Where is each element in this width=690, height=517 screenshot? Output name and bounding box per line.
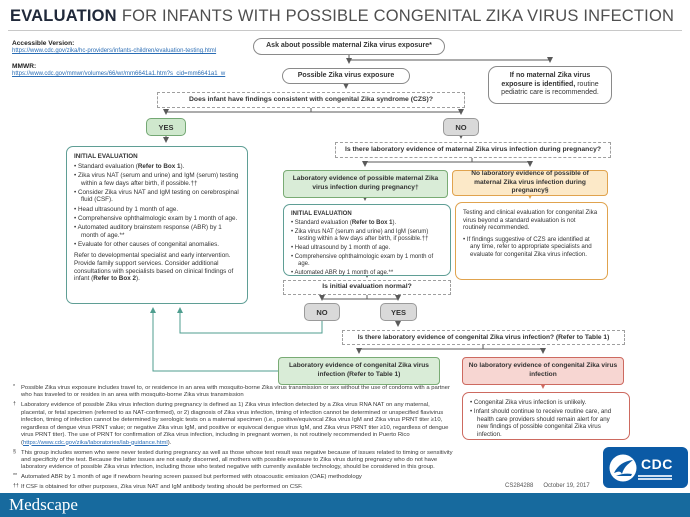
page-title: [10, 7, 682, 26]
question-czs-findings: Does infant have findings consistent with congenital Zika syndrome (CZS)?: [157, 92, 465, 108]
referral-note: Refer to developmental specialist and early intervention. Provide family support services. Consider additional consultations with specialists based on clinical findings of infant (Refer to Box 2).: [74, 252, 234, 283]
header-divider: [8, 30, 682, 31]
eval-bullet: • Standard evaluation (Refer to Box 1).: [291, 220, 443, 227]
eval-bullet: • Evaluate for other causes of congenital anomalies.: [74, 241, 240, 249]
eval-bullet: • Head ultrasound by 1 month of age.: [74, 206, 240, 214]
outcome-no-congenital-lab-evidence: No laboratory evidence of congenital Zika virus infection: [462, 357, 624, 385]
lab-guidance-link[interactable]: https://www.cdc.gov/zika/laboratories/lab-guidance.html: [22, 439, 168, 446]
panel-congenital-unlikely: [462, 392, 630, 440]
doc-date: October 19, 2017: [543, 483, 590, 489]
guidance-paragraph: Testing and clinical evaluation for congenital Zika virus beyond a standard evaluation is not routinely recommended.: [463, 209, 598, 232]
mmwr-link[interactable]: https://www.cdc.gov/mmwr/volumes/66/wr/mm6641a1.htm?s_cid=mm6641a1_w: [12, 71, 226, 77]
node-no-exposure-routine-care: [488, 66, 612, 104]
node-no-exposure-text: If no maternal Zika virus exposure is identified, routine pediatric care is recommended.: [501, 71, 599, 97]
eval-bullet: • Automated ABR by 1 month of age.**: [291, 270, 443, 277]
footnotes: [12, 385, 454, 494]
evaluation-bullet-list: [291, 220, 443, 277]
node-ask-exposure: Ask about possible maternal Zika virus exposure*: [253, 38, 445, 55]
panel-no-lab-evidence-guidance: [455, 202, 608, 280]
hhs-eagle-icon: [608, 453, 638, 483]
guidance-bullet-list: [463, 236, 600, 259]
footnote-asterisk: * Possible Zika virus exposure includes travel to, or residence in an area with mosquito-borne Zika virus transmission or sex without the use of condoms with a partner who has traveled to or resides in an area with mosquito-borne Zika virus transmission: [13, 384, 450, 399]
outcome-congenital-lab-evidence: Laboratory evidence of congenital Zika virus infection (Refer to Table 1): [278, 357, 440, 385]
unlikely-bullet: • Infant should continue to receive routine care, and health care providers should remain alert for any new findings of possible congenital Zika virus infection.: [470, 408, 622, 438]
cdc-logo: [603, 447, 688, 488]
panel-title: INITIAL EVALUATION: [74, 153, 138, 160]
question-maternal-lab-evidence: Is there laboratory evidence of maternal Zika virus infection during pregnancy?: [335, 142, 611, 158]
page-title-emphasis: EVALUATION: [10, 7, 117, 25]
eval-bullet: • Head ultrasound by 1 month of age.: [291, 245, 443, 252]
medscape-logo: Medscape: [9, 495, 78, 514]
medscape-footer-bar: [0, 493, 690, 517]
unlikely-bullet: • Congenital Zika virus infection is unlikely.: [470, 399, 622, 407]
eval-bullet: • Zika virus NAT (serum and urine) and IgM (serum) testing within a few days after birth, if possible.††: [74, 172, 240, 187]
panel-title: INITIAL EVALUATION: [291, 211, 352, 217]
eval-bullet: • Comprehensive ophthalmologic exam by 1 month of age.: [291, 254, 443, 269]
footnote-dagger: † Laboratory evidence of possible Zika virus infection during pregnancy is defined as 1) Zika virus infection detected by a Zika virus RNA NAT on any maternal, placental, or fetal specimen (referred to as NAT-confirmed), or 2) diagnosis of Zika virus infection, timing of infection cannot be determined or unspecified flavivirus infection, timing of infection cannot be determined by serologic tests on a maternal specimen (i.e., positive/equivocal Zika virus IgM and Zika virus PRNT titer ≥10, regardless of dengue virus PRNT value; or negative Zika virus IgM, and positive or equivocal dengue virus IgM, and Zika virus PRNT titer ≥10, regardless of dengue virus PRNT titer). The use of PRNT for confirmation of Zika virus infection, including in pregnant women, is not routinely recommended in Puerto Rico (https://www.cdc.gov/zika/laboratories/lab-guidance.html).: [13, 401, 449, 446]
accessible-version-link[interactable]: https://www.cdc.gov/zika/hc-providers/infants-children/evaluation-testing.html: [12, 48, 217, 54]
node-possible-exposure: Possible Zika virus exposure: [282, 68, 410, 84]
accessible-version-label: Accessible Version:: [12, 40, 75, 47]
eval-bullet: • Comprehensive ophthalmologic exam by 1 month of age.: [74, 215, 240, 223]
mmwr-label: MMWR:: [12, 63, 37, 70]
page-title-rest: FOR INFANTS WITH POSSIBLE CONGENITAL ZIKA VIRUS INFECTION: [121, 7, 675, 25]
panel-initial-evaluation-lab-evidence: [283, 204, 451, 276]
branch-no-czs: NO: [443, 118, 479, 136]
evaluation-bullet-list: [74, 163, 240, 249]
eval-bullet: • Automated auditory brainstem response (ABR) by 1 month of age.**: [74, 224, 240, 239]
cdc-wordmark: CDC: [641, 455, 673, 472]
branch-no-initial-normal: NO: [304, 303, 340, 321]
eval-bullet: • Zika virus NAT (serum and urine) and IgM (serum) testing within a few days after birth, if possible.††: [291, 229, 443, 244]
eval-bullet: • Standard evaluation (Refer to Box 1).: [74, 163, 240, 171]
document-id: [505, 483, 600, 489]
footnote-double-asterisk: ** Automated ABR by 1 month of age if newborn hearing screen passed but performed with otoacoustic emission (OAE) methodology: [13, 473, 362, 481]
branch-yes-czs: YES: [146, 118, 186, 136]
branch-yes-initial-normal: YES: [380, 303, 417, 321]
eval-bullet: • Consider Zika virus NAT and IgM testing on cerebrospinal fluid (CSF).: [74, 189, 240, 204]
question-congenital-lab-evidence: Is there laboratory evidence of congenital Zika virus infection? (Refer to Table 1): [342, 330, 625, 345]
doc-number: CS284288: [505, 483, 534, 489]
guidance-bullet: • If findings suggestive of CZS are identified at any time, refer to appropriate specialists and evaluate for congenital Zika virus infection.: [463, 236, 600, 259]
outcome-no-maternal-lab-evidence: No laboratory evidence of possible of maternal Zika virus infection during pregnancy§: [452, 170, 608, 196]
panel-initial-evaluation-czs: [66, 146, 248, 304]
footnote-section: § This group includes women who were never tested during pregnancy as well as those whose test result was negative because of issues related to timing or sensitivity and specificity of the test. Because the latter issues are not easily discerned, all mothers with possible exposure to Zika virus during pregnancy who do not have laboratory evidence of possible Zika virus infection, including those who tested negative with currently available technology, should be considered in this group.: [13, 448, 453, 471]
cdc-tagline-lines: [638, 475, 672, 480]
footnote-double-dagger: †† If CSF is obtained for other purposes, Zika virus NAT and IgM antibody testing should be performed on CSF.: [13, 483, 303, 491]
unlikely-bullet-list: [470, 399, 622, 438]
outcome-maternal-lab-evidence: Laboratory evidence of possible maternal Zika virus infection during pregnancy†: [283, 170, 448, 198]
question-initial-evaluation-normal: Is initial evaluation normal?: [283, 280, 451, 295]
